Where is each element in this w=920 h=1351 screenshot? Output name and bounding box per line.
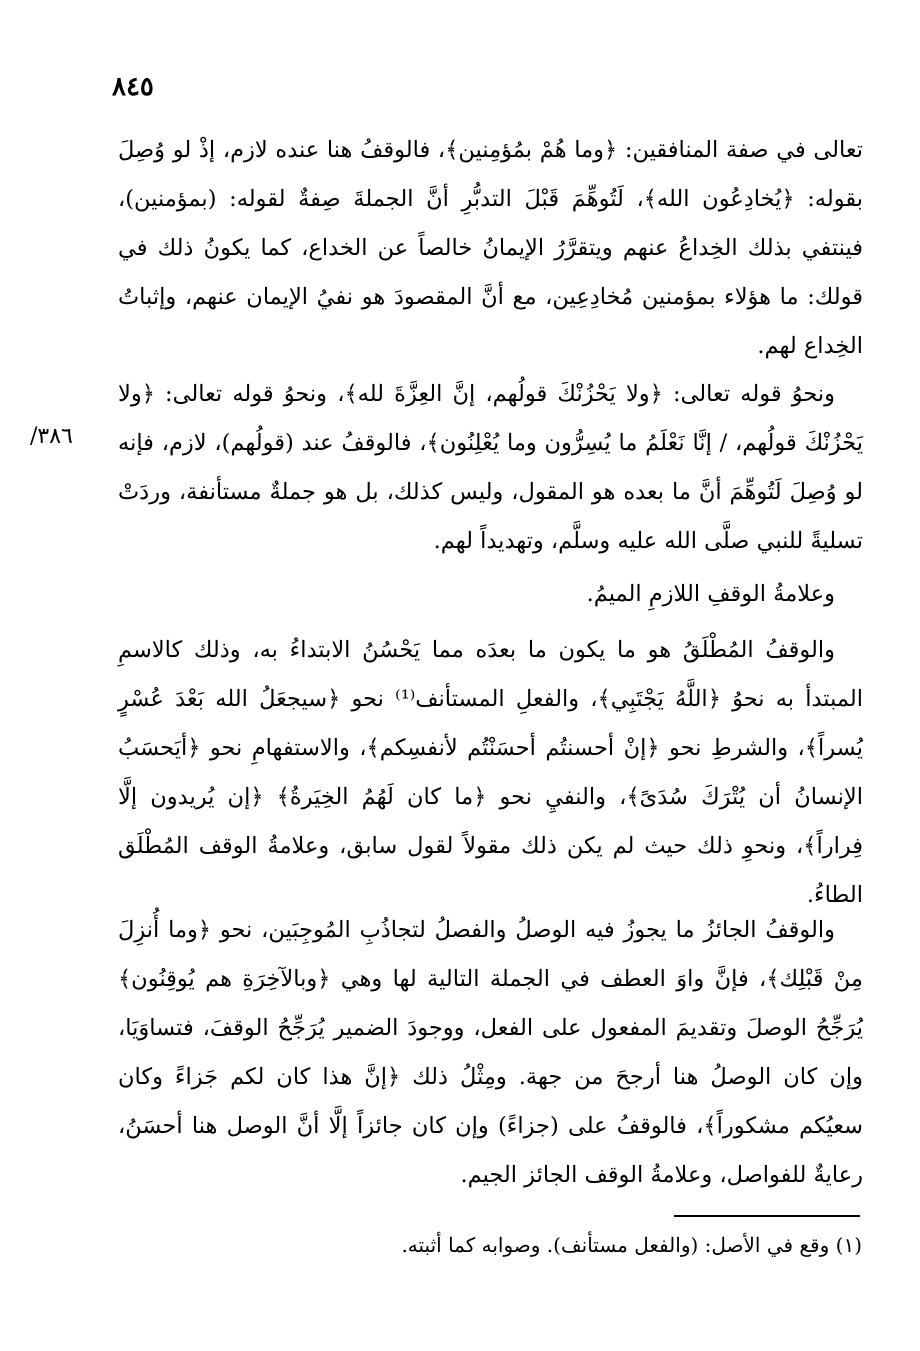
paragraph-4 xyxy=(118,626,863,920)
paragraph-5 xyxy=(118,906,863,1200)
paragraph-4-text: والوقفُ المُطْلَقُ هو ما يكون ما بعدَه مما يَحْسُنُ الابتداءُ به، وذلك كالاسمِ المبتدأ به نحوُ ﴿اللَّهُ يَجْتَبِي﴾، والفعلِ المستأنف⁽¹⁾ نحو ﴿سيجعَلُ الله بَعْدَ عُسْرٍ يُسراً﴾، والشرطِ نحو ﴿إنْ أحسنتُم أحسَنْتُم لأنفسِكم﴾، والاستفهامِ نحو ﴿أيَحسَبُ الإنسانُ أن يُتْرَكَ سُدَىً﴾، والنفيِ نحو ﴿ما كان لَهُمُ الخِيَرةُ﴾ ﴿إن يُريدون إلَّا فِراراً﴾، ونحوِ ذلك حيث لم يكن ذلك مقولاً لقول سابق، وعلامةُ الوقف المُطْلَق الطاءُ. xyxy=(118,637,863,908)
margin-page-reference: ٣٨٦/ xyxy=(30,424,73,449)
footnote: (١) وقع في الأصل: (والفعل مستأنف). وصوابه كما أثبته. xyxy=(401,1233,862,1257)
paragraph-1-text: تعالى في صفة المنافقين: ﴿وما هُمْ بمُؤمِنين﴾، فالوقفُ هنا عنده لازم، إذْ لو وُصِلَ بقوله: ﴿يُخادِعُون الله﴾، لَتُوهِّمَ قَبْلَ التدبُّرِ أنَّ الجملةَ صِفةٌ لقوله: (بمؤمنين)، فينتفي بذلك الخِداعُ عنهم ويتقرَّرُ الإيمانُ خالصاً عن الخداع، كما يكونُ ذلك في قولك: ما هؤلاء بمؤمنين مُخادِعِين، مع أنَّ المقصودَ هو نفيُ الإيمان عنهم، وإثباتُ الخِداع لهم. xyxy=(118,137,863,359)
paragraph-3 xyxy=(118,570,863,619)
paragraph-2 xyxy=(118,370,863,566)
paragraph-2-text: ونحوُ قوله تعالى: ﴿ولا يَحْزُنْكَ قولُهم، إنَّ العِزَّةَ لله﴾، ونحوُ قوله تعالى: ﴿ولا يَحْزُنْكَ قولُهم، / إنَّا نَعْلَمُ ما يُسِرُّون وما يُعْلِنُون﴾، فالوقفُ عند (قولُهم)، لازم، فإنه لو وُصِلَ لَتُوهِّمَ أنَّ ما بعده هو المقول، وليس كذلك، بل هو جملةٌ مستأنفة، وردَتْ تسليةً للنبي صلَّى الله عليه وسلَّم، وتهديداً لهم. xyxy=(118,381,863,554)
paragraph-1 xyxy=(118,126,863,371)
paragraph-5-text: والوقفُ الجائزُ ما يجوزُ فيه الوصلُ والفصلُ لتجاذُبِ المُوجِبَين، نحو ﴿وما أُنزِلَ مِنْ قَبْلِك﴾، فإنَّ واوَ العطف في الجملة التالية لها وهي ﴿وبالآخِرَةِ هم يُوقِنُون﴾ يُرَجِّحُ الوصلَ وتقديمَ المفعول على الفعل، ووجودَ الضمير يُرَجِّحُ الوقفَ، فتساوَيَا، وإن كان الوصلُ هنا أرجحَ من جهة. ومِثْلُ ذلك ﴿إنَّ هذا كان لكم جَزاءً وكان سعيُكم مشكوراً﴾، فالوقفُ على (جزاءً) وإن كان جائزاً إلَّا أنَّ الوصل هنا أحسَنُ، رعايةٌ للفواصل، وعلامةُ الوقف الجائز الجيم. xyxy=(118,917,863,1188)
page-number: ٨٤٥ xyxy=(112,72,154,102)
paragraph-3-text: وعلامةُ الوقفِ اللازمِ الميمُ. xyxy=(586,581,835,607)
footnote-separator xyxy=(674,1215,860,1217)
